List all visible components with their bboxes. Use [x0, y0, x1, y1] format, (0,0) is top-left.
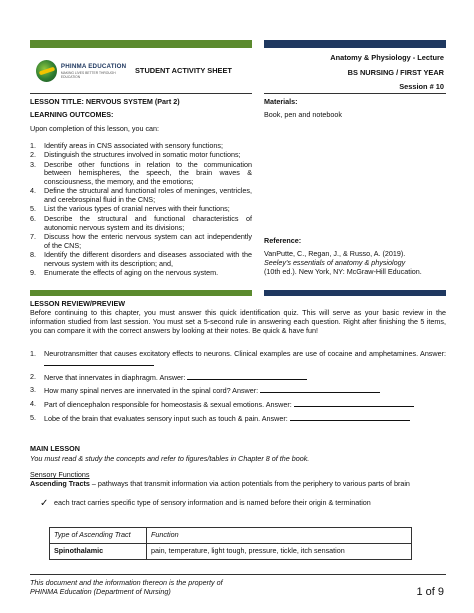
item-number: 5. — [30, 412, 36, 422]
program-year: BS NURSING / FIRST YEAR — [347, 68, 444, 77]
header-navy-bar — [264, 40, 446, 48]
item-number: 1. — [30, 349, 36, 358]
item-number: 1. — [30, 141, 36, 150]
table-header-cell: Function — [147, 528, 412, 544]
sheet-title: STUDENT ACTIVITY SHEET — [135, 66, 232, 75]
quiz-item — [30, 373, 446, 383]
list-item — [30, 161, 252, 187]
divider — [264, 93, 446, 94]
logo-tagline: MAKING LIVES BETTER THROUGH EDUCATION — [60, 71, 116, 80]
item-text: Part of diencephalon responsible for homeostasis & sexual emotions. Answer: — [44, 400, 292, 410]
page-number: 1 of 9 — [416, 586, 444, 598]
item-text: Identify areas in CNS associated with sensory functions; — [44, 141, 223, 150]
divider — [30, 93, 252, 94]
answer-blank[interactable] — [290, 414, 410, 421]
list-item — [30, 233, 252, 251]
table-row — [50, 543, 412, 559]
item-number: 2. — [30, 371, 36, 381]
footer-line: This document and the information thereon is the property of — [30, 578, 223, 587]
quiz-list — [30, 350, 446, 428]
list-item — [30, 205, 252, 214]
footer-notice — [30, 579, 223, 597]
footer-line: PHINMA Education (Department of Nursing) — [30, 586, 171, 596]
list-item — [30, 269, 252, 278]
reference-book: Seeley's essentials of anatomy & physiology — [264, 257, 406, 267]
ascending-tracts-table — [49, 527, 412, 560]
quiz-item — [30, 350, 446, 369]
list-item — [30, 151, 252, 160]
item-text: List the various types of cranial nerves with their functions; — [44, 204, 230, 214]
ascending-tracts-term: Ascending Tracts — [30, 479, 90, 488]
table-cell: pain, temperature, light tough, pressure, tickle, itch sensation — [147, 543, 412, 559]
item-text: Identify the different disorders and diseases associated with the nervous system with its description; and, — [44, 249, 252, 268]
item-number: 9. — [30, 267, 36, 277]
item-text: Lobe of the brain that evaluates sensory input such as touch & pain. Answer: — [44, 413, 288, 423]
table-header-row — [50, 528, 412, 544]
quiz-item — [30, 400, 446, 410]
checkmark-icon: ✓ — [40, 498, 49, 509]
ascending-tracts-text: – pathways that transmit information via action potentials from the periphery to various parts of brain — [89, 479, 410, 488]
outcomes-heading: LEARNING OUTCOMES: — [30, 110, 114, 119]
item-number: 4. — [30, 399, 36, 409]
course-title: Anatomy & Physiology - Lecture — [330, 53, 444, 62]
section-green-bar — [30, 290, 252, 296]
item-text: Define the structural and functional roles of meninges, ventricles, and cerebrospinal fluid in the CNS; — [44, 186, 252, 205]
list-item — [30, 215, 252, 233]
outcomes-list — [30, 142, 252, 278]
table-cell: Spinothalamic — [50, 543, 147, 559]
item-number: 4. — [30, 186, 36, 196]
checklist-text: each tract carries specific type of sensory information and is named before their origin & termination — [54, 498, 371, 507]
item-text: Distinguish the structures involved in somatic motor functions; — [44, 150, 241, 160]
materials-heading: Materials: — [264, 97, 298, 106]
ascending-tracts-definition — [30, 480, 446, 489]
item-number: 6. — [30, 213, 36, 223]
quiz-item — [30, 414, 446, 424]
quiz-item — [30, 386, 446, 396]
item-number: 3. — [30, 385, 36, 395]
list-item — [30, 187, 252, 205]
reference-citation — [264, 250, 449, 276]
item-text: Nerve that innervates in diaphragm. Answer: — [44, 372, 186, 382]
answer-blank[interactable] — [260, 386, 380, 393]
answer-blank[interactable] — [294, 400, 414, 407]
item-text: Neurotransmitter that causes excitatory effects to neurons. Clinical examples are use of cocaine and amphetamines. Answer: — [44, 349, 446, 358]
outcomes-intro: Upon completion of this lesson, you can: — [30, 124, 160, 133]
logo-name: PHINMA EDUCATION — [60, 62, 127, 70]
review-heading: LESSON REVIEW/PREVIEW — [30, 299, 126, 308]
item-text: Discuss how the enteric nervous system can act independently of the CNS; — [44, 231, 252, 250]
item-text: Describe other functions in relation to the communication between hemispheres, the speech, the brain waves & consciousness, the memory, and the emotions; — [44, 159, 252, 187]
sensory-functions-heading: Sensory Functions — [30, 470, 90, 479]
item-number: 3. — [30, 159, 36, 169]
reference-heading: Reference: — [264, 236, 302, 245]
session-number: Session # 10 — [399, 82, 444, 91]
item-number: 2. — [30, 150, 36, 160]
footer-divider — [30, 574, 446, 575]
reference-edition: (10th ed.). New York, NY: McGraw-Hill Education. — [264, 266, 422, 276]
main-lesson-heading: MAIN LESSON — [30, 444, 80, 453]
reference-authors: VanPutte, C., Regan, J., & Russo, A. (2019). — [264, 249, 406, 258]
list-item — [30, 251, 252, 269]
materials-value: Book, pen and notebook — [264, 110, 342, 119]
table-header-cell: Type of Ascending Tract — [50, 528, 147, 544]
section-navy-bar — [264, 290, 446, 296]
main-lesson-note: You must read & study the concepts and refer to figures/tables in Chapter 8 of the book. — [30, 454, 310, 463]
answer-blank[interactable] — [187, 373, 307, 380]
item-number: 7. — [30, 231, 36, 241]
item-text: Describe the structural and functional characteristics of autonomic nervous system and its divisions; — [44, 213, 252, 232]
header-green-bar — [30, 40, 252, 48]
item-number: 5. — [30, 204, 36, 214]
checklist-item — [40, 499, 446, 509]
phinma-logo-icon — [36, 60, 57, 82]
phinma-logo — [36, 56, 132, 86]
lesson-title: LESSON TITLE: NERVOUS SYSTEM (Part 2) — [30, 97, 180, 106]
item-number: 8. — [30, 249, 36, 259]
answer-blank[interactable] — [44, 359, 154, 366]
item-text: How many spinal nerves are innervated in the spinal cord? Answer: — [44, 386, 259, 396]
item-text: Enumerate the effects of aging on the nervous system. — [44, 267, 219, 277]
review-paragraph: Before continuing to this chapter, you must answer this quick identification quiz. This will serve as your basic review in the information studied from last session. You must set a 5-second rule in answering each question. Right after finishing the 5 items, you can compare it with the correct answers by looking at their notes. Be quick & have fun! — [30, 308, 446, 335]
